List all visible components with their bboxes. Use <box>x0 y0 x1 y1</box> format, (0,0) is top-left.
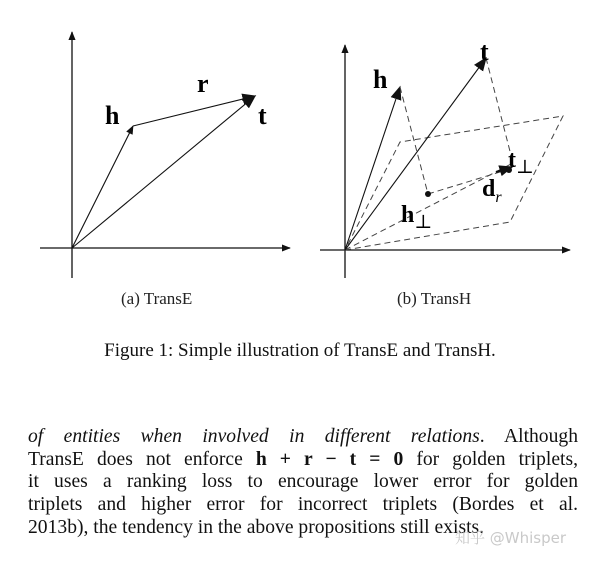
paragraph-line-1-rest: . Although <box>479 426 578 447</box>
transh-point-h-perp <box>425 191 431 197</box>
transh-label-d <box>482 176 502 206</box>
transe-label-t: t <box>258 101 267 130</box>
equation-inline: h + r − t = 0 <box>255 448 404 470</box>
transh-label-h-perp <box>401 202 432 233</box>
paragraph <box>28 426 578 540</box>
transh-label-t-perp-base: t <box>508 147 516 173</box>
transh-label-d-sub: r <box>495 189 502 206</box>
transh-label-t-perp-sub: ⊥ <box>516 157 534 178</box>
transe-label-h: h <box>105 101 120 130</box>
paragraph-line-3: it uses a ranking loss to encourage lower error for golden <box>28 471 578 493</box>
paragraph-line-4: triplets and higher error for incorrect triplets (Bordes et al. <box>28 494 578 516</box>
transe-vector-h <box>72 126 133 248</box>
subfigure-label-b: (b) TransH <box>397 289 472 308</box>
transh-label-h: h <box>373 65 388 94</box>
transh-label-d-base: d <box>482 176 496 202</box>
paragraph-line-2-pre: TransE does not enforce <box>28 448 256 470</box>
figure-caption: Figure 1: Simple illustration of TransE and TransH. <box>104 340 496 361</box>
transe-label-r: r <box>197 69 209 98</box>
paragraph-line-2 <box>28 449 578 472</box>
zhihu-watermark: 知乎 @Whisper <box>455 529 567 547</box>
transh-hyperplane <box>345 116 563 250</box>
transh-label-t: t <box>480 37 489 66</box>
transh-label-h-perp-base: h <box>401 202 415 228</box>
transh-diagram <box>320 37 570 278</box>
transe-diagram <box>40 32 290 278</box>
transh-label-t-perp <box>508 147 534 178</box>
paragraph-line-5: 2013b), the tendency in the above propositions still exists. <box>28 516 485 538</box>
subfigure-label-a: (a) TransE <box>121 289 193 308</box>
paragraph-line-2-post: for golden triplets, <box>403 448 578 470</box>
transh-drop-h <box>400 87 428 194</box>
paragraph-line-1 <box>28 426 578 449</box>
transh-label-h-perp-sub: ⊥ <box>414 212 433 233</box>
paragraph-italic-phrase: of entities when involved in different relations <box>28 426 480 447</box>
